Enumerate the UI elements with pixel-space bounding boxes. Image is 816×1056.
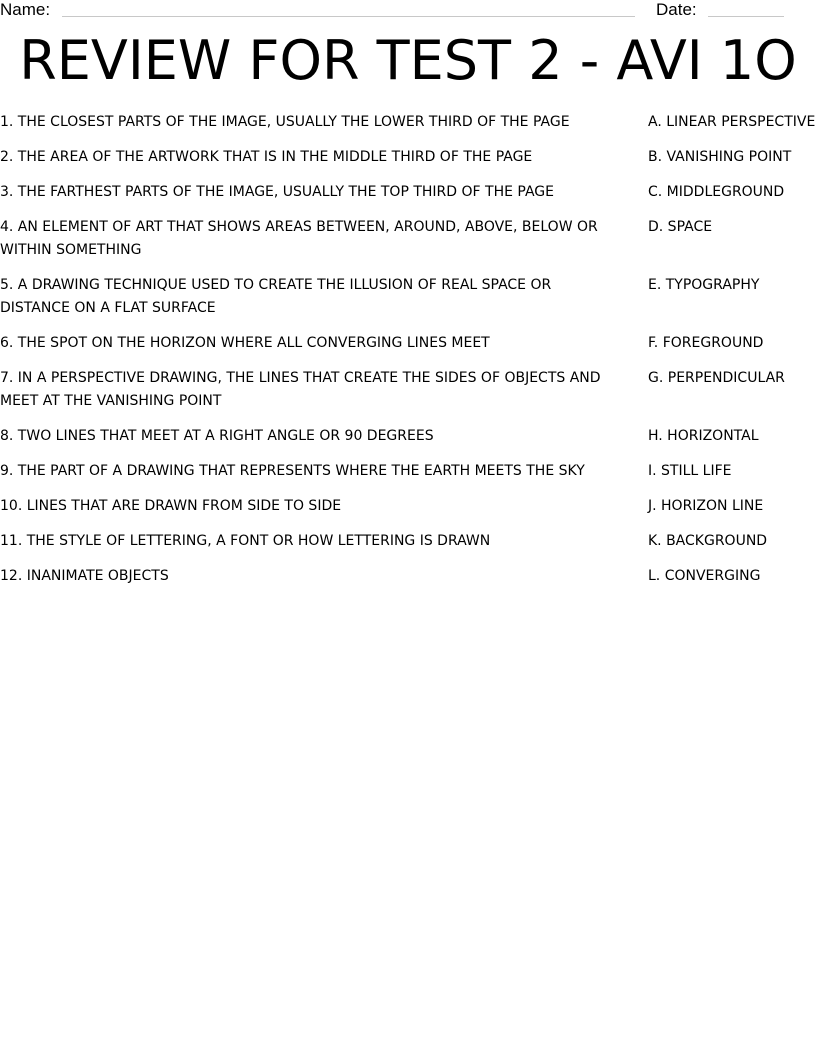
question-text: 7. IN A PERSPECTIVE DRAWING, THE LINES THAT CREATE THE SIDES OF OBJECTS AND MEET AT THE VANISHING POINT <box>0 370 601 409</box>
question-text: 3. THE FARTHEST PARTS OF THE IMAGE, USUALLY THE TOP THIRD OF THE PAGE <box>0 184 554 200</box>
answer-option: B. VANISHING POINT <box>648 149 792 165</box>
question-text: 1. THE CLOSEST PARTS OF THE IMAGE, USUALLY THE LOWER THIRD OF THE PAGE <box>0 114 570 130</box>
answer-option: I. STILL LIFE <box>648 463 732 479</box>
worksheet-header <box>0 0 816 24</box>
answer-option: D. SPACE <box>648 219 713 235</box>
list-item <box>0 495 816 518</box>
question-text: 11. THE STYLE OF LETTERING, A FONT OR HOW LETTERING IS DRAWN <box>0 533 491 549</box>
list-item <box>0 332 816 355</box>
list-item <box>0 530 816 553</box>
question-text: 4. AN ELEMENT OF ART THAT SHOWS AREAS BETWEEN, AROUND, ABOVE, BELOW OR WITHIN SOMETHING <box>0 219 598 258</box>
page-title: REVIEW FOR TEST 2 - AVI 1O <box>19 29 797 92</box>
matching-list <box>0 111 816 600</box>
list-item <box>0 181 816 204</box>
list-item <box>0 460 816 483</box>
question-text: 2. THE AREA OF THE ARTWORK THAT IS IN THE MIDDLE THIRD OF THE PAGE <box>0 149 533 165</box>
answer-option: H. HORIZONTAL <box>648 428 759 444</box>
answer-option: K. BACKGROUND <box>648 533 768 549</box>
date-field[interactable] <box>708 16 784 17</box>
list-item <box>0 367 816 413</box>
question-text: 8. TWO LINES THAT MEET AT A RIGHT ANGLE OR 90 DEGREES <box>0 428 434 444</box>
answer-option: C. MIDDLEGROUND <box>648 184 785 200</box>
answer-option: A. LINEAR PERSPECTIVE <box>648 114 816 130</box>
list-item <box>0 565 816 588</box>
name-field[interactable] <box>62 16 635 17</box>
question-text: 10. LINES THAT ARE DRAWN FROM SIDE TO SIDE <box>0 498 342 514</box>
list-item <box>0 274 816 320</box>
question-text: 9. THE PART OF A DRAWING THAT REPRESENTS WHERE THE EARTH MEETS THE SKY <box>0 463 585 479</box>
list-item <box>0 146 816 169</box>
answer-option: F. FOREGROUND <box>648 335 764 351</box>
answer-option: E. TYPOGRAPHY <box>648 277 760 293</box>
list-item <box>0 425 816 448</box>
list-item <box>0 216 816 262</box>
answer-option: J. HORIZON LINE <box>648 498 764 514</box>
date-label: Date: <box>656 0 697 19</box>
answer-option: G. PERPENDICULAR <box>648 370 785 386</box>
question-text: 6. THE SPOT ON THE HORIZON WHERE ALL CONVERGING LINES MEET <box>0 335 490 351</box>
list-item <box>0 111 816 134</box>
answer-option: L. CONVERGING <box>648 568 761 584</box>
question-text: 5. A DRAWING TECHNIQUE USED TO CREATE THE ILLUSION OF REAL SPACE OR DISTANCE ON A FLAT SURFACE <box>0 277 552 316</box>
question-text: 12. INANIMATE OBJECTS <box>0 568 169 584</box>
name-label: Name: <box>0 0 51 19</box>
